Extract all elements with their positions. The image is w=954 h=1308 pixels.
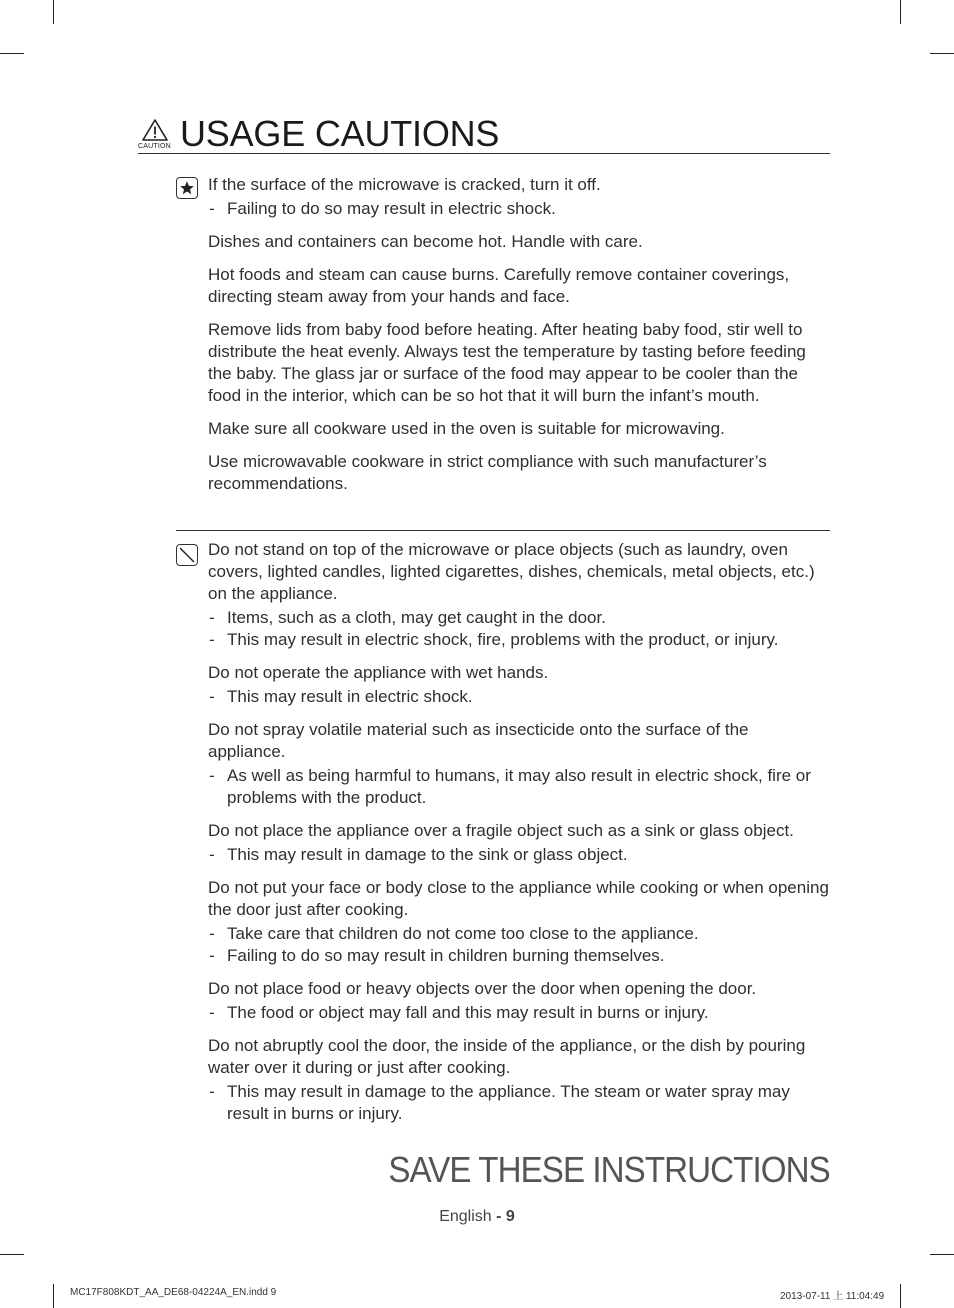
sub-item-text: This may result in damage to the sink or glass object. bbox=[227, 845, 628, 864]
crop-mark bbox=[900, 1284, 901, 1308]
sub-item bbox=[208, 945, 830, 967]
item-text: Do not put your face or body close to the appliance while cooking or when opening the door just after cooking. bbox=[208, 878, 829, 919]
crop-mark bbox=[0, 53, 24, 54]
dash-bullet: - bbox=[209, 766, 215, 785]
sub-item bbox=[208, 607, 830, 629]
caution-icon bbox=[138, 118, 172, 152]
item-text: If the surface of the microwave is cracked, turn it off. bbox=[208, 175, 601, 194]
dash-bullet: - bbox=[209, 845, 215, 864]
print-slug-timestamp: 2013-07-11 上 11:04:49 bbox=[780, 1291, 885, 1302]
caution-label: CAUTION bbox=[138, 143, 171, 150]
sub-item-text: As well as being harmful to humans, it may also result in electric shock, fire or problems with the product. bbox=[227, 766, 811, 807]
list-item bbox=[208, 1035, 830, 1125]
sub-item bbox=[208, 844, 830, 866]
sub-items bbox=[208, 923, 830, 967]
section-header bbox=[138, 113, 830, 154]
list-item bbox=[208, 231, 830, 253]
dash-bullet: - bbox=[209, 608, 215, 627]
page-title: USAGE CAUTIONS bbox=[180, 113, 500, 154]
crop-mark bbox=[53, 1284, 54, 1308]
crop-mark bbox=[0, 1254, 24, 1255]
sub-item bbox=[208, 765, 830, 809]
list-item bbox=[208, 539, 830, 651]
dash-bullet: - bbox=[209, 687, 215, 706]
language-label: English bbox=[439, 1208, 492, 1225]
sub-items bbox=[208, 607, 830, 651]
item-text: Use microwavable cookware in strict compliance with such manufacturer’s recommendations. bbox=[208, 452, 767, 493]
item-text: Hot foods and steam can cause burns. Carefully remove container coverings, directing steam away from your hands and face. bbox=[208, 265, 790, 306]
dash-bullet: - bbox=[209, 946, 215, 965]
sub-item-text: Take care that children do not come too close to the appliance. bbox=[227, 924, 699, 943]
item-text: Do not operate the appliance with wet hands. bbox=[208, 663, 549, 682]
sub-items bbox=[208, 844, 830, 866]
item-text: Do not spray volatile material such as insecticide onto the surface of the appliance. bbox=[208, 720, 749, 761]
sub-items bbox=[208, 198, 830, 220]
star-icon bbox=[176, 177, 198, 199]
list-item bbox=[208, 451, 830, 495]
list-item bbox=[208, 820, 830, 866]
sub-item-text: Items, such as a cloth, may get caught in the door. bbox=[227, 608, 606, 627]
sub-items bbox=[208, 765, 830, 809]
list-item bbox=[208, 418, 830, 440]
list-item bbox=[208, 662, 830, 708]
sub-item-text: The food or object may fall and this may result in burns or injury. bbox=[227, 1003, 709, 1022]
list-item bbox=[208, 319, 830, 407]
dash-bullet: - bbox=[209, 1082, 215, 1101]
items-list bbox=[208, 539, 830, 1136]
divider bbox=[176, 530, 830, 531]
sub-items bbox=[208, 1081, 830, 1125]
item-text: Do not place food or heavy objects over the door when opening the door. bbox=[208, 979, 757, 998]
item-text: Do not place the appliance over a fragile object such as a sink or glass object. bbox=[208, 821, 794, 840]
list-item bbox=[208, 174, 830, 220]
sub-item bbox=[208, 686, 830, 708]
dash-bullet: - bbox=[209, 630, 215, 649]
sub-item bbox=[208, 1002, 830, 1024]
crop-mark bbox=[930, 53, 954, 54]
item-text: Dishes and containers can become hot. Handle with care. bbox=[208, 232, 643, 251]
crop-mark bbox=[900, 0, 901, 24]
item-text: Make sure all cookware used in the oven is suitable for microwaving. bbox=[208, 419, 725, 438]
sub-item-text: This may result in electric shock. bbox=[227, 687, 473, 706]
prohibited-icon bbox=[176, 544, 198, 566]
sub-items bbox=[208, 686, 830, 708]
list-item bbox=[208, 978, 830, 1024]
list-item bbox=[208, 719, 830, 809]
dash-bullet: - bbox=[209, 1003, 215, 1022]
sub-item-text: This may result in electric shock, fire, problems with the product, or injury. bbox=[227, 630, 779, 649]
sub-item-text: Failing to do so may result in electric shock. bbox=[227, 199, 556, 218]
page-separator: - bbox=[491, 1208, 506, 1225]
crop-mark bbox=[930, 1254, 954, 1255]
list-item bbox=[208, 264, 830, 308]
sub-item bbox=[208, 629, 830, 651]
list-item bbox=[208, 877, 830, 967]
page-number-value: 9 bbox=[505, 1208, 515, 1225]
sub-item bbox=[208, 198, 830, 220]
item-text: Do not abruptly cool the door, the inside of the appliance, or the dish by pouring water over it during or just after cooking. bbox=[208, 1036, 806, 1077]
dash-bullet: - bbox=[209, 199, 215, 218]
print-slug-file: MC17F808KDT_AA_DE68-04224A_EN.indd 9 bbox=[70, 1287, 277, 1298]
item-text: Remove lids from baby food before heating. After heating baby food, stir well to distribute the heat evenly. Always test the temperature by tasting before feeding the baby. The glass jar or surface of the food may appear to be cooler than the food in the interior, which can be so hot that it will burn the infant’s mouth. bbox=[208, 320, 806, 405]
item-text: Do not stand on top of the microwave or place objects (such as laundry, oven covers, lighted candles, lighted cigarettes, dishes, chemicals, metal objects, etc.) on the appliance. bbox=[208, 540, 815, 603]
sub-item bbox=[208, 923, 830, 945]
sub-item-text: This may result in damage to the appliance. The steam or water spray may result in burns or injury. bbox=[227, 1082, 790, 1123]
sub-item-text: Failing to do so may result in children burning themselves. bbox=[227, 946, 665, 965]
sub-items bbox=[208, 1002, 830, 1024]
sub-item bbox=[208, 1081, 830, 1125]
crop-mark bbox=[53, 0, 54, 24]
page-number bbox=[0, 1208, 954, 1226]
save-instructions-heading: SAVE THESE INSTRUCTIONS bbox=[388, 1149, 830, 1190]
dash-bullet: - bbox=[209, 924, 215, 943]
items-list bbox=[208, 174, 830, 506]
